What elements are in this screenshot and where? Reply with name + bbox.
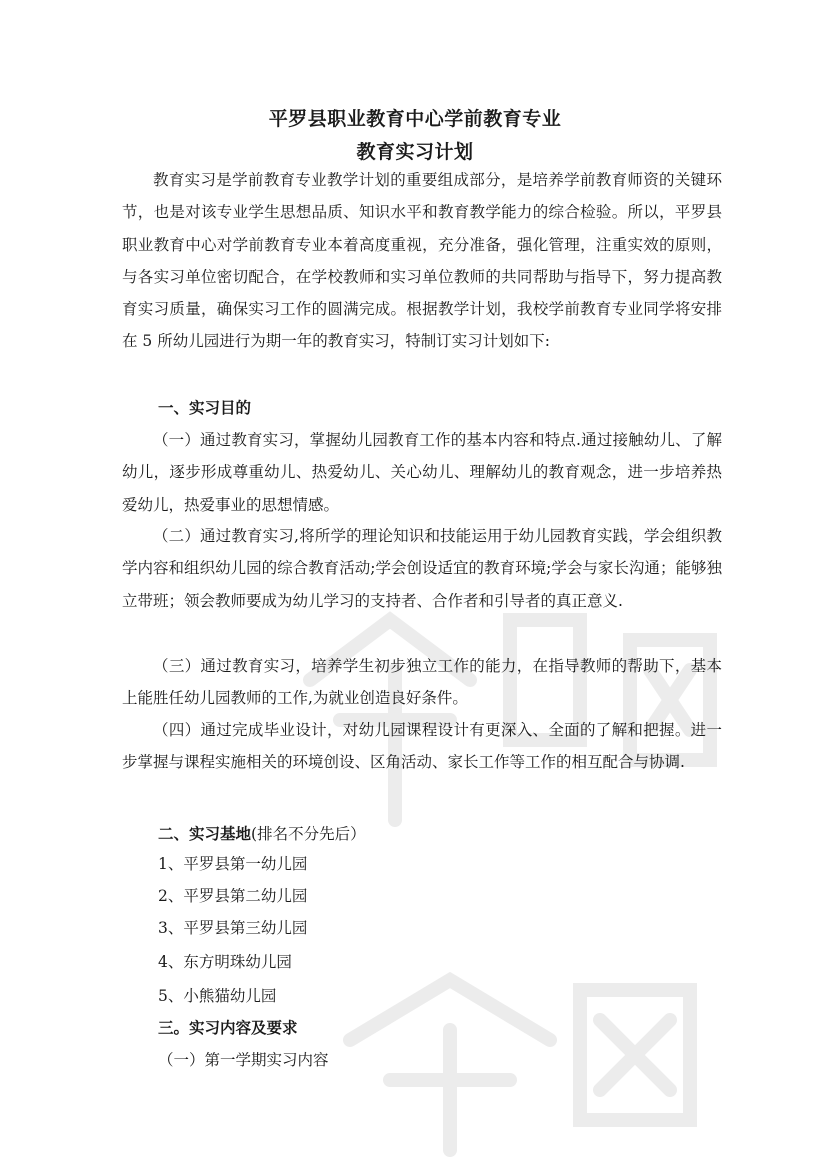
section3-subheading: （一）第一学期实习内容 xyxy=(158,1051,329,1069)
section1-paragraph-1: （一）通过教育实习，掌握幼儿园教育工作的基本内容和特点.通过接触幼儿、了解幼儿，逐步形成尊重幼儿、热爱幼儿、关心幼儿、理解幼儿的教育观念，进一步培养热爱幼儿，热爱事业的思想情感。 xyxy=(122,431,722,514)
section1-paragraph-2: （二）通过教育实习,将所学的理论知识和技能运用于幼儿园教育实践，学会组织教学内容和组织幼儿园的综合教育活动;学会创设适宜的教育环境;学会与家长沟通；能够独立带班；领会教师要成为幼儿学习的支持者、合作者和引导者的真正意义. xyxy=(122,527,722,610)
section1-paragraph-4: （四）通过完成毕业设计，对幼儿园课程设计有更深入、全面的了解和把握。进一步掌握与课程实施相关的环境创设、区角活动、家长工作等工作的相互配合与协调. xyxy=(122,721,722,772)
section1-paragraph-3: （三）通过教育实习，培养学生初步独立工作的能力，在指导教师的帮助下，基本上能胜任幼儿园教师的工作,为就业创造良好条件。 xyxy=(122,657,722,708)
list-item: 5、小熊猫幼儿园 xyxy=(158,987,277,1005)
section2-heading xyxy=(158,822,366,844)
section3-heading: 三。实习内容及要求 xyxy=(158,1018,298,1037)
section2-heading-text: 二、实习基地 xyxy=(158,824,252,843)
list-item: 1、平罗县第一幼儿园 xyxy=(158,855,308,873)
document-subtitle: 教育实习计划 xyxy=(356,141,474,163)
list-item: 2、平罗县第二幼儿园 xyxy=(158,887,308,905)
intro-paragraph: 教育实习是学前教育专业教学计划的重要组成部分，是培养学前教育师资的关键环节，也是对该专业学生思想品质、知识水平和教育教学能力的综合检验。所以，平罗县职业教育中心对学前教育专业本着高度重视，充分准备，强化管理，注重实效的原则，与各实习单位密切配合，在学校教师和实习单位教师的共同帮助与指导下，努力提高教育实习质量，确保实习工作的圆满完成。根据教学计划，我校学前教育专业同学将安排在 5 所幼儿园进行为期一年的教育实习，特制订实习计划如下: xyxy=(122,171,722,351)
section1-heading: 一、实习目的 xyxy=(158,398,252,417)
section2-heading-note: (排名不分先后） xyxy=(251,825,366,843)
document-title: 平罗县职业教育中心学前教育专业 xyxy=(268,108,562,130)
list-item: 3、平罗县第三幼儿园 xyxy=(158,919,308,937)
list-item: 4、东方明珠幼儿园 xyxy=(158,953,292,971)
